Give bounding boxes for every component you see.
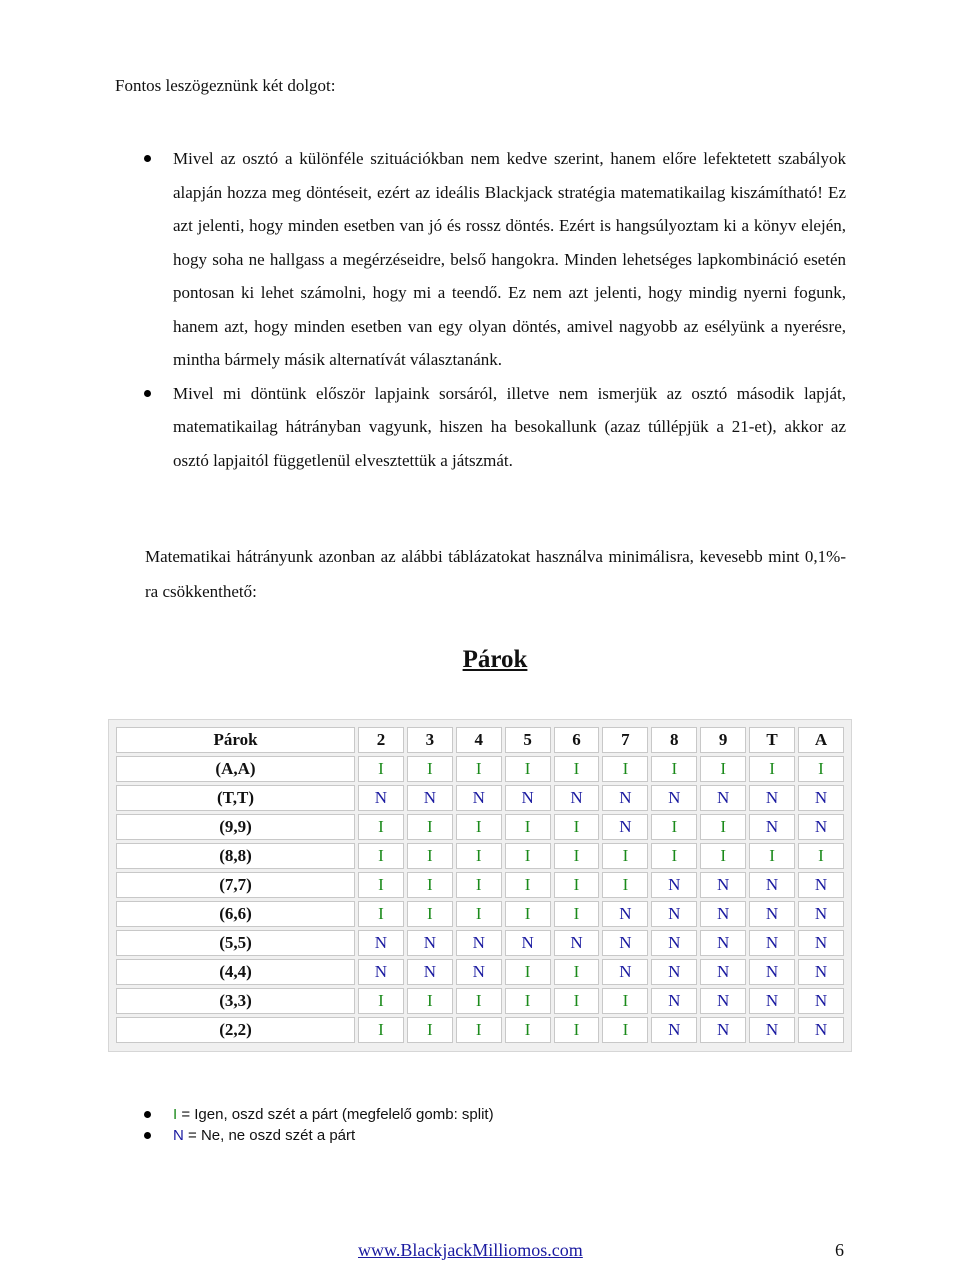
header-dealer-card-cell: 9 — [700, 727, 746, 753]
decision-cell: I — [554, 843, 600, 869]
decision-cell: I — [456, 843, 502, 869]
decision-cell: I — [505, 959, 551, 985]
key-points-list — [173, 142, 846, 477]
decision-cell: N — [456, 959, 502, 985]
decision-cell: I — [358, 843, 404, 869]
decision-cell: I — [358, 901, 404, 927]
decision-cell: N — [651, 785, 697, 811]
pair-label-cell: (8,8) — [116, 843, 355, 869]
decision-cell: N — [798, 814, 844, 840]
decision-cell: I — [651, 843, 697, 869]
decision-cell: I — [456, 988, 502, 1014]
pair-label-cell: (2,2) — [116, 1017, 355, 1043]
decision-cell: N — [798, 1017, 844, 1043]
decision-cell: N — [749, 872, 795, 898]
decision-cell: N — [798, 872, 844, 898]
bullet-icon — [144, 1132, 151, 1139]
pair-label-cell: (9,9) — [116, 814, 355, 840]
decision-cell: I — [749, 756, 795, 782]
decision-cell: I — [700, 814, 746, 840]
decision-cell: N — [700, 785, 746, 811]
decision-cell: N — [798, 988, 844, 1014]
decision-cell: N — [505, 785, 551, 811]
pair-label-cell: (A,A) — [116, 756, 355, 782]
bullet-icon — [144, 1111, 151, 1118]
header-dealer-card-cell: 2 — [358, 727, 404, 753]
decision-cell: N — [798, 959, 844, 985]
decision-cell: I — [651, 756, 697, 782]
decision-cell: N — [798, 901, 844, 927]
decision-cell: N — [407, 785, 453, 811]
decision-cell: N — [358, 785, 404, 811]
decision-cell: I — [407, 756, 453, 782]
pair-label-cell: (4,4) — [116, 959, 355, 985]
decision-cell: I — [554, 872, 600, 898]
decision-cell: I — [407, 843, 453, 869]
decision-cell: N — [749, 930, 795, 956]
table-row — [116, 959, 844, 985]
bullet-text: Mivel az osztó a különféle szituációkban nem kedve szerint, hanem előre lefektetett szabályok alapján hozza meg döntéseit, ezért az ideális Blackjack stratégia matematikailag kiszámítható! Ez azt jelenti, hogy minden esetben van jó és rossz döntés. Ezért is hangsúlyoztam ki a könyv elején, hogy soha ne hallgass a megérzéseidre, belső hangokra. Minden lehetséges lapkombináció esetén pontosan ki lehet számolni, hogy mi a teendő. Ez nem azt jelenti, hogy mindig nyerni fogunk, hanem azt, hogy minden esetben van egy olyan döntés, amivel nagyobb az esélyünk a nyerésre, mintha bármely másik alternatívát választanánk. — [173, 149, 846, 369]
decision-cell: I — [358, 756, 404, 782]
decision-cell: N — [651, 988, 697, 1014]
decision-cell: N — [456, 930, 502, 956]
legend-list — [173, 1104, 494, 1146]
header-dealer-card-cell: 8 — [651, 727, 697, 753]
decision-cell: N — [749, 901, 795, 927]
decision-cell: N — [358, 959, 404, 985]
decision-cell: I — [505, 814, 551, 840]
decision-cell: I — [700, 756, 746, 782]
table-row — [116, 872, 844, 898]
decision-cell: N — [602, 785, 648, 811]
decision-cell: N — [554, 785, 600, 811]
decision-cell: I — [407, 988, 453, 1014]
table-row — [116, 988, 844, 1014]
bullet-icon — [144, 155, 151, 162]
decision-cell: I — [602, 756, 648, 782]
pair-label-cell: (T,T) — [116, 785, 355, 811]
body-paragraph: Matematikai hátrányunk azonban az alábbi táblázatokat használva minimálisra, kevesebb mint 0,1%-ra csökkenthető: — [145, 547, 846, 601]
table-row — [116, 756, 844, 782]
decision-cell: I — [456, 872, 502, 898]
bullet-icon — [144, 390, 151, 397]
table-row — [116, 1017, 844, 1043]
legend-item-igen — [173, 1104, 494, 1125]
table-row — [116, 814, 844, 840]
intro-text: Fontos leszögeznünk két dolgot: — [115, 76, 336, 95]
pair-label-cell: (7,7) — [116, 872, 355, 898]
header-label-cell: Párok — [116, 727, 355, 753]
decision-cell: I — [554, 1017, 600, 1043]
legend-text: = Ne, ne oszd szét a párt — [183, 1127, 356, 1144]
decision-cell: I — [554, 814, 600, 840]
decision-cell: N — [749, 814, 795, 840]
decision-cell: N — [651, 959, 697, 985]
decision-cell: I — [505, 872, 551, 898]
decision-cell: N — [602, 814, 648, 840]
decision-cell: I — [798, 843, 844, 869]
decision-cell: N — [456, 785, 502, 811]
decision-cell: N — [505, 930, 551, 956]
decision-cell: N — [651, 901, 697, 927]
decision-cell: I — [407, 814, 453, 840]
decision-cell: I — [700, 843, 746, 869]
list-item — [173, 377, 846, 478]
decision-cell: N — [749, 988, 795, 1014]
decision-cell: N — [407, 959, 453, 985]
decision-cell: I — [358, 872, 404, 898]
decision-cell: N — [749, 1017, 795, 1043]
decision-cell: N — [700, 930, 746, 956]
decision-cell: N — [749, 785, 795, 811]
decision-cell: I — [749, 843, 795, 869]
decision-cell: N — [700, 901, 746, 927]
pair-label-cell: (3,3) — [116, 988, 355, 1014]
decision-cell: I — [358, 988, 404, 1014]
decision-cell: I — [554, 901, 600, 927]
decision-cell: I — [358, 1017, 404, 1043]
decision-cell: I — [651, 814, 697, 840]
pair-label-cell: (5,5) — [116, 930, 355, 956]
legend-code: I — [173, 1106, 178, 1123]
table-row — [116, 901, 844, 927]
decision-cell: N — [798, 930, 844, 956]
table-row — [116, 785, 844, 811]
decision-cell: N — [700, 872, 746, 898]
pairs-table-container — [108, 719, 852, 1052]
decision-cell: I — [456, 1017, 502, 1043]
decision-cell: N — [602, 959, 648, 985]
header-dealer-card-cell: A — [798, 727, 844, 753]
decision-cell: I — [407, 872, 453, 898]
table-header-row — [116, 727, 844, 753]
decision-cell: N — [554, 930, 600, 956]
header-dealer-card-cell: 3 — [407, 727, 453, 753]
decision-cell: I — [505, 756, 551, 782]
decision-cell: N — [651, 872, 697, 898]
decision-cell: N — [798, 785, 844, 811]
decision-cell: N — [700, 988, 746, 1014]
decision-cell: N — [407, 930, 453, 956]
decision-cell: I — [456, 901, 502, 927]
decision-cell: I — [407, 1017, 453, 1043]
decision-cell: N — [651, 1017, 697, 1043]
decision-cell: I — [554, 959, 600, 985]
legend-text: = Igen, oszd szét a párt (megfelelő gomb: split) — [177, 1106, 494, 1123]
pairs-strategy-table — [113, 724, 847, 1046]
decision-cell: I — [554, 756, 600, 782]
page-number: 6 — [835, 1240, 844, 1260]
header-dealer-card-cell: 4 — [456, 727, 502, 753]
decision-cell: I — [456, 814, 502, 840]
table-row — [116, 930, 844, 956]
decision-cell: I — [602, 872, 648, 898]
header-dealer-card-cell: 7 — [602, 727, 648, 753]
decision-cell: I — [505, 843, 551, 869]
decision-cell: I — [602, 843, 648, 869]
decision-cell: I — [505, 988, 551, 1014]
decision-cell: N — [602, 930, 648, 956]
list-item — [173, 142, 846, 377]
header-dealer-card-cell: 6 — [554, 727, 600, 753]
decision-cell: N — [700, 959, 746, 985]
decision-cell: I — [602, 1017, 648, 1043]
legend-code: N — [173, 1127, 184, 1144]
decision-cell: N — [651, 930, 697, 956]
decision-cell: I — [602, 988, 648, 1014]
bullet-text: Mivel mi döntünk először lapjaink sorsáról, illetve nem ismerjük az osztó második lapját, matematikailag hátrányban vagyunk, hiszen ha besokallunk (azaz túllépjük a 21-et), akkor az osztó lapjaitól függetlenül elvesztettük a játszmát. — [173, 383, 846, 470]
website-link[interactable]: www.BlackjackMilliomos.com — [358, 1240, 583, 1260]
decision-cell: N — [700, 1017, 746, 1043]
table-row — [116, 843, 844, 869]
decision-cell: N — [749, 959, 795, 985]
decision-cell: N — [602, 901, 648, 927]
decision-cell: I — [798, 756, 844, 782]
header-dealer-card-cell: 5 — [505, 727, 551, 753]
decision-cell: I — [407, 901, 453, 927]
decision-cell: I — [505, 901, 551, 927]
section-title: Párok — [462, 646, 528, 673]
pair-label-cell: (6,6) — [116, 901, 355, 927]
decision-cell: I — [358, 814, 404, 840]
decision-cell: I — [505, 1017, 551, 1043]
legend-item-nem — [173, 1125, 494, 1146]
header-dealer-card-cell: T — [749, 727, 795, 753]
decision-cell: I — [456, 756, 502, 782]
decision-cell: I — [554, 988, 600, 1014]
decision-cell: N — [358, 930, 404, 956]
